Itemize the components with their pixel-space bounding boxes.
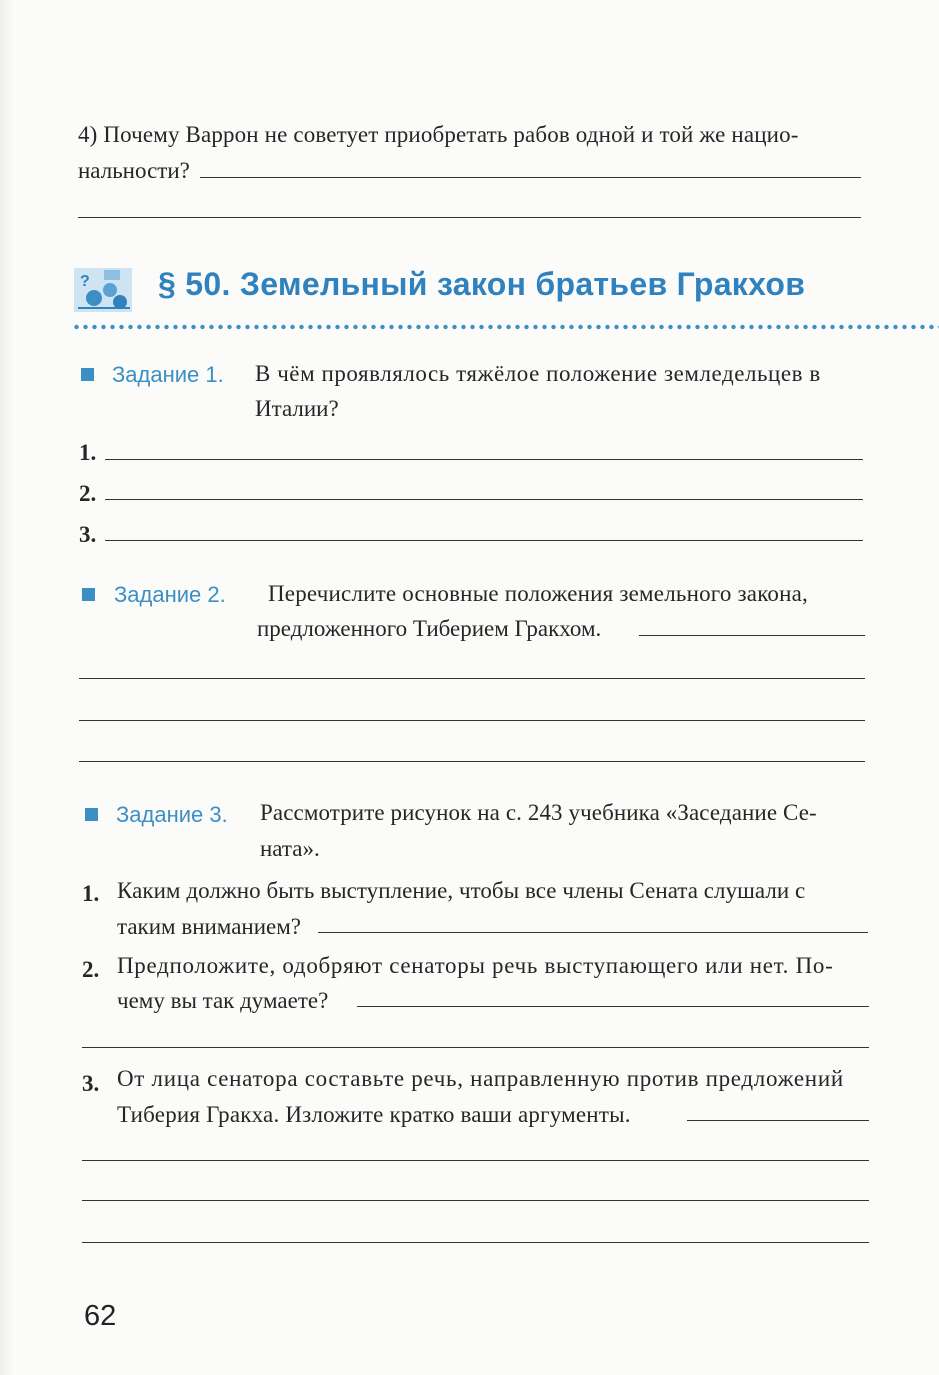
task3-text-line1: Рассмотрите рисунок на с. 243 учебника «Заседание Се- — [260, 800, 817, 825]
task2-text-line1: Перечислите основные положения земельного закона, — [268, 581, 808, 606]
answer-line[interactable] — [79, 678, 865, 679]
question-number: 1. — [82, 881, 100, 906]
page-number: 62 — [84, 1300, 117, 1332]
question-number: 2. — [82, 957, 100, 982]
section-divider — [72, 323, 939, 331]
task3-q2-line2: чему вы так думаете? — [117, 988, 329, 1013]
answer-line[interactable] — [105, 459, 863, 460]
list-item-number: 1. — [79, 440, 97, 465]
task3-q1-line2: таким вниманием? — [117, 914, 301, 939]
section-title: § 50. Земельный закон братьев Гракхов — [158, 266, 806, 302]
answer-line[interactable] — [318, 932, 868, 933]
task3-q2-line1: Предположите, одобряют сенаторы речь выступающего или нет. По- — [117, 953, 834, 978]
task-bullet-icon — [85, 808, 98, 821]
intro-question-line1: 4) Почему Варрон не советует приобретать рабов одной и той же нацио- — [78, 122, 799, 147]
task1-label: Задание 1. — [112, 362, 224, 387]
answer-line[interactable] — [357, 1006, 869, 1007]
task1-text-line1: В чём проявлялось тяжёлое положение земледельцев в — [255, 361, 821, 386]
task3-text-line2: ната». — [260, 836, 320, 861]
task2-text-line2: предложенного Тиберием Гракхом. — [257, 616, 602, 641]
answer-line[interactable] — [105, 499, 863, 500]
answer-line[interactable] — [639, 635, 865, 636]
answer-line[interactable] — [82, 1047, 869, 1048]
answer-line[interactable] — [79, 720, 865, 721]
answer-line[interactable] — [79, 761, 865, 762]
answer-line[interactable] — [200, 177, 861, 178]
task2-label: Задание 2. — [114, 582, 226, 607]
answer-line[interactable] — [82, 1200, 869, 1201]
task3-q3-line1: От лица сенатора составьте речь, направленную против предложений — [117, 1066, 844, 1091]
answer-line[interactable] — [105, 540, 863, 541]
intro-question-line2: нальности? — [78, 158, 190, 183]
answer-line[interactable] — [82, 1160, 869, 1161]
question-number: 3. — [82, 1071, 100, 1096]
svg-text:?: ? — [80, 273, 90, 290]
list-item-number: 3. — [79, 522, 97, 547]
page-edge-shadow — [0, 0, 14, 1375]
section-emblem-icon — [74, 262, 136, 314]
task3-q3-line2: Тиберия Гракха. Изложите кратко ваши аргументы. — [117, 1102, 631, 1127]
answer-line[interactable] — [687, 1120, 869, 1121]
task1-text-line2: Италии? — [255, 396, 339, 421]
task-bullet-icon — [82, 588, 95, 601]
list-item-number: 2. — [79, 481, 97, 506]
task-bullet-icon — [81, 368, 94, 381]
answer-line[interactable] — [78, 217, 861, 218]
task3-q1-line1: Каким должно быть выступление, чтобы все члены Сената слушали с — [117, 878, 806, 903]
answer-line[interactable] — [82, 1242, 869, 1243]
task3-label: Задание 3. — [116, 802, 228, 827]
